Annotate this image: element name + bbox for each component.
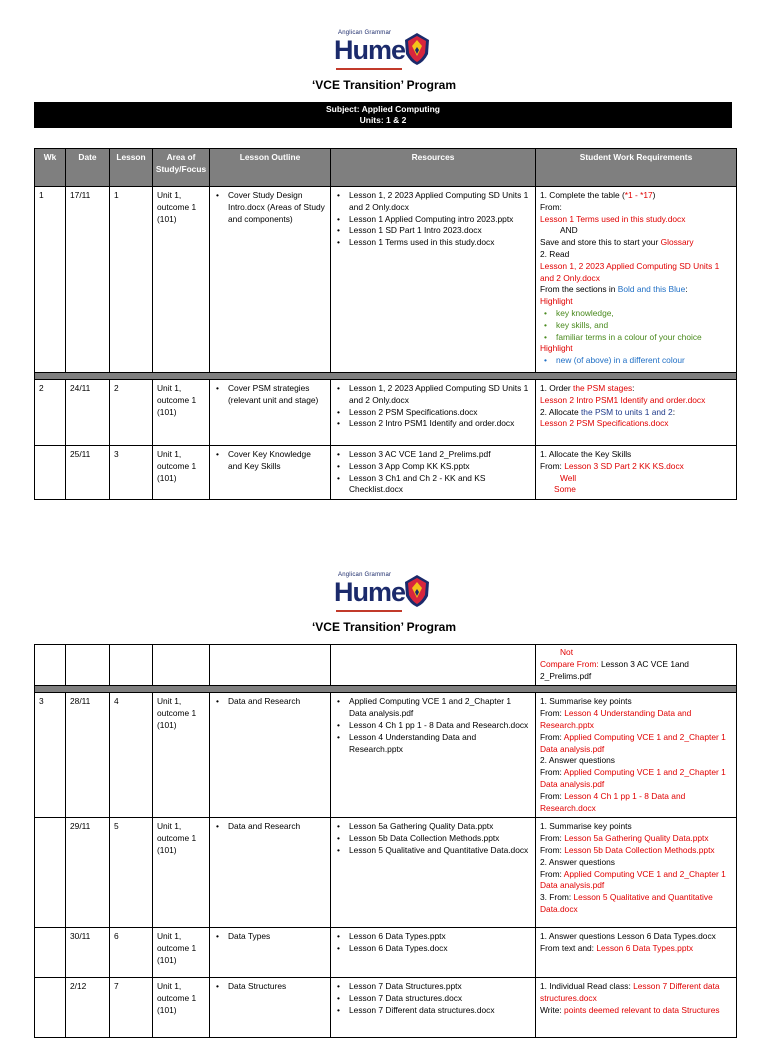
header-requirements: Student Work Requirements (536, 149, 737, 187)
cell-outline (210, 187, 331, 373)
req-text: From: (540, 833, 565, 844)
req-file: Applied Computing VCE 1 and 2_Chapter 1 Data analysis.pdf (540, 868, 726, 891)
req-file: Lesson 3 SD Part 2 KK KS.docx (564, 460, 684, 471)
req-text: From: (540, 731, 564, 742)
cell-area: Unit 1, outcome 1 (101) (153, 380, 210, 446)
req-file: Lesson 3 AC VCE 1and 2_Prelims.pdf (540, 658, 689, 681)
req-text: 1. Individual Read class: (540, 981, 634, 992)
req-text: 1. Answer questions Lesson 6 Data Types.docx (540, 931, 716, 942)
cell-wk: 2 (35, 380, 66, 446)
cell-resources (331, 380, 536, 446)
list-item: • Data Types (228, 931, 326, 943)
cell-date: 2/12 (66, 978, 110, 1038)
logo-subtitle: Anglican Grammar (338, 572, 392, 578)
crest-icon (404, 32, 430, 66)
cell-date: 17/11 (66, 187, 110, 373)
req-text: Save and store this to start your (540, 237, 661, 248)
lesson-table (34, 148, 737, 500)
list-item: • Data Structures (228, 981, 326, 993)
list-item: • key knowledge, (556, 308, 732, 320)
req-text: Highlight (540, 296, 573, 307)
cell-requirements (536, 693, 737, 818)
cell-wk (35, 928, 66, 978)
req-file: Lesson 5b Data Collection Methods.pptx (564, 844, 715, 855)
req-text: From: (540, 708, 565, 719)
req-text: From the sections in (540, 284, 618, 295)
resource-item: • Lesson 1, 2 2023 Applied Computing SD Units 1 and 2 Only.docx (349, 383, 531, 407)
cell-area: Unit 1, outcome 1 (101) (153, 187, 210, 373)
req-file: Applied Computing VCE 1 and 2_Chapter 1 Data analysis.pdf (540, 731, 726, 754)
req-text: the PSM to units 1 and 2 (580, 406, 673, 417)
resource-item: • Lesson 1 Applied Computing intro 2023.pptx (349, 214, 531, 226)
list-item: • Cover Key Knowledge and Key Skills (228, 449, 326, 473)
table-row (35, 928, 737, 978)
cell-lesson: 6 (110, 928, 153, 978)
logo-underline (336, 68, 402, 70)
resource-item: • Lesson 2 PSM Specifications.docx (349, 407, 531, 419)
resource-item: • Lesson 4 Understanding Data and Research.pptx (349, 732, 531, 756)
req-text: Well (560, 472, 577, 483)
table-row (35, 446, 737, 500)
cell-requirements (536, 645, 737, 686)
req-text: Write: (540, 1004, 565, 1015)
req-file: Lesson 5a Gathering Quality Data.pptx (564, 833, 709, 844)
req-text: Compare From: (540, 658, 601, 669)
logo-subtitle: Anglican Grammar (338, 30, 392, 36)
cell-outline (210, 928, 331, 978)
cell-outline (210, 380, 331, 446)
cell-requirements (536, 187, 737, 373)
hume-logo (334, 572, 434, 612)
table-row (35, 693, 737, 818)
req-text: 2. Answer questions (540, 755, 615, 766)
req-text: 2. Allocate (540, 406, 581, 417)
list-item: • new (of above) in a different colour (556, 355, 732, 367)
cell-outline (210, 446, 331, 500)
list-item: • familiar terms in a colour of your choice (556, 332, 732, 344)
req-text: Bold and this Blue (617, 284, 686, 295)
req-text: Not (560, 647, 574, 657)
req-text: : (685, 284, 688, 295)
cell-lesson: 1 (110, 187, 153, 373)
req-file: Lesson 1, 2 2023 Applied Computing SD Units 1 and 2 Only.docx (540, 260, 720, 283)
list-item: • key skills, and (556, 320, 732, 332)
cell-requirements (536, 446, 737, 500)
cell-lesson: 3 (110, 446, 153, 500)
req-text: *1 - *17 (624, 190, 653, 200)
cell-date: 24/11 (66, 380, 110, 446)
resource-item: • Lesson 7 Data structures.docx (349, 993, 531, 1005)
req-file: Applied Computing VCE 1 and 2_Chapter 1 Data analysis.pdf (540, 767, 726, 789)
subject-bar (34, 102, 732, 128)
req-text: points deemed relevant to data Structures (564, 1004, 720, 1015)
resource-item: • Lesson 1 SD Part 1 Intro 2023.docx (349, 225, 531, 237)
table-row (35, 645, 737, 686)
logo-underline (336, 610, 402, 612)
resource-item: • Lesson 4 Ch 1 pp 1 - 8 Data and Research.docx (349, 720, 531, 732)
logo-wordmark: Hume (334, 35, 406, 65)
resource-item: • Lesson 2 Intro PSM1 Identify and order.docx (349, 418, 531, 430)
req-text: : (632, 383, 635, 393)
table-row (35, 978, 737, 1038)
header-outline: Lesson Outline (210, 149, 331, 187)
cell-area: Unit 1, outcome 1 (101) (153, 928, 210, 978)
cell-area: Unit 1, outcome 1 (101) (153, 978, 210, 1038)
req-text: From text and: (540, 943, 597, 954)
req-text: AND (560, 225, 578, 236)
req-text: 1. Summarise key points (540, 821, 632, 832)
req-text: From: (540, 460, 565, 471)
header-date: Date (66, 149, 110, 187)
cell-requirements (536, 818, 737, 928)
resource-item: • Lesson 5a Gathering Quality Data.pptx (349, 821, 531, 833)
separator-row (35, 373, 737, 380)
req-file: Lesson 2 PSM Specifications.docx (540, 418, 669, 429)
lesson-table-continued (34, 644, 737, 1038)
req-text: 3. From: (540, 892, 574, 903)
cell-wk (35, 446, 66, 500)
cell-area: Unit 1, outcome 1 (101) (153, 818, 210, 928)
resource-item: • Lesson 3 Ch1 and Ch 2 - KK and KS Checklist.docx (349, 473, 531, 497)
req-text: 2. Answer questions (540, 856, 615, 867)
resource-item: • Lesson 3 App Comp KK KS.pptx (349, 461, 531, 473)
header-area: Area of Study/Focus (153, 149, 210, 187)
cell-requirements (536, 978, 737, 1038)
separator-row (35, 686, 737, 693)
program-title: ‘VCE Transition’ Program (311, 78, 457, 92)
cell-resources (331, 693, 536, 818)
resource-item: • Applied Computing VCE 1 and 2_Chapter 1 Data analysis.pdf (349, 696, 531, 720)
req-file: Lesson 1 Terms used in this study.docx (540, 213, 686, 224)
cell-resources (331, 187, 536, 373)
req-text: 1. Order (540, 383, 574, 393)
units-line: Units: 1 & 2 (359, 115, 407, 125)
req-file: Lesson 4 Understanding Data and Research.pptx (540, 708, 692, 730)
cell-lesson: 5 (110, 818, 153, 928)
cell-requirements (536, 928, 737, 978)
resource-item: • Lesson 7 Data Structures.pptx (349, 981, 531, 993)
list-item: • Cover Study Design Intro.docx (Areas of Study and components) (228, 190, 326, 225)
req-text: Some (554, 484, 576, 495)
req-file: Lesson 6 Data Types.pptx (596, 943, 694, 954)
header-lesson: Lesson (110, 149, 153, 187)
header-resources: Resources (331, 149, 536, 187)
program-title: ‘VCE Transition’ Program (311, 620, 457, 634)
resource-item: • Lesson 1, 2 2023 Applied Computing SD Units 1 and 2 Only.docx (349, 190, 531, 214)
cell-date: 30/11 (66, 928, 110, 978)
resource-item: • Lesson 7 Different data structures.docx (349, 1005, 531, 1017)
cell-resources (331, 928, 536, 978)
cell-area: Unit 1, outcome 1 (101) (153, 446, 210, 500)
cell-wk: 1 (35, 187, 66, 373)
cell-lesson: 2 (110, 380, 153, 446)
req-text: From: (540, 868, 564, 879)
resource-item: • Lesson 1 Terms used in this study.docx (349, 237, 531, 249)
cell-resources (331, 818, 536, 928)
cell-outline (210, 818, 331, 928)
req-text: Glossary (660, 237, 694, 248)
req-text: 2. Read (540, 248, 570, 259)
req-file: Lesson 5 Qualitative and Quantitative Data.docx (540, 892, 713, 914)
logo-wordmark: Hume (334, 577, 406, 607)
table-row (35, 818, 737, 928)
resource-item: • Lesson 5 Qualitative and Quantitative Data.docx (349, 845, 531, 857)
req-file: Lesson 2 Intro PSM1 Identify and order.docx (540, 394, 706, 405)
req-text: From: (540, 790, 565, 801)
req-file: Lesson 4 Ch 1 pp 1 - 8 Data and Research.docx (540, 790, 686, 813)
table-row (35, 380, 737, 446)
cell-wk (35, 978, 66, 1038)
list-item: • Data and Research (228, 821, 326, 833)
cell-resources (331, 978, 536, 1038)
req-text: : (672, 406, 676, 417)
cell-resources (331, 446, 536, 500)
list-item: • Cover PSM strategies (relevant unit and stage) (228, 383, 326, 407)
resource-item: • Lesson 3 AC VCE 1and 2_Prelims.pdf (349, 449, 531, 461)
cell-wk: 3 (35, 693, 66, 818)
subject-line: Subject: Applied Computing (326, 104, 440, 114)
crest-icon (404, 574, 430, 608)
req-text: From: (540, 844, 565, 855)
list-item: • Data and Research (228, 696, 326, 708)
hume-logo (334, 30, 434, 70)
resource-item: • Lesson 5b Data Collection Methods.pptx (349, 833, 531, 845)
req-text: ) (652, 190, 656, 200)
req-text: Highlight (540, 343, 573, 354)
cell-wk (35, 818, 66, 928)
cell-area: Unit 1, outcome 1 (101) (153, 693, 210, 818)
req-text: 1. Summarise key points (540, 696, 632, 707)
req-text: From: (540, 767, 564, 778)
req-file: Lesson 7 Different data structures.docx (540, 981, 720, 1004)
resource-item: • Lesson 6 Data Types.pptx (349, 931, 531, 943)
cell-date: 25/11 (66, 446, 110, 500)
table-row (35, 187, 737, 373)
req-text: the PSM stages (573, 383, 633, 393)
cell-date: 29/11 (66, 818, 110, 928)
header-wk: Wk (35, 149, 66, 187)
cell-lesson: 4 (110, 693, 153, 818)
resource-item: • Lesson 6 Data Types.docx (349, 943, 531, 955)
cell-outline (210, 693, 331, 818)
cell-requirements (536, 380, 737, 446)
req-text: 1. Allocate the Key Skills (540, 449, 632, 459)
cell-date: 28/11 (66, 693, 110, 818)
cell-lesson: 7 (110, 978, 153, 1038)
req-text: 1. Complete the table ( (540, 190, 625, 200)
cell-outline (210, 978, 331, 1038)
req-text: From: (540, 201, 562, 212)
table-header-row (35, 149, 737, 187)
